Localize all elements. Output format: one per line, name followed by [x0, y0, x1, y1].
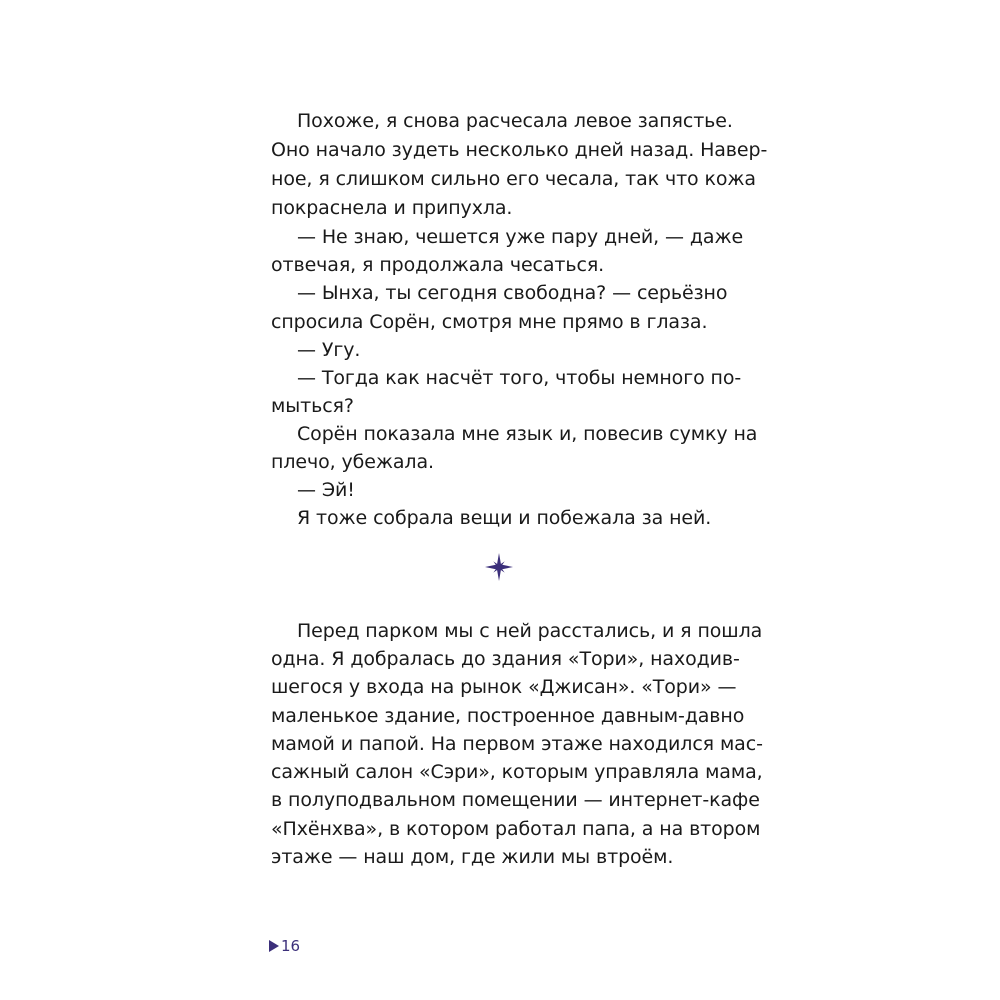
text-line: спросила Сорён, смотря мне прямо в глаза. [271, 311, 708, 333]
four-point-star-icon [485, 553, 513, 581]
text-line: Оно начало зудеть несколько дней назад. Навер- [271, 139, 768, 161]
text-line: — Ынха, ты сегодня свободна? — серьёзно [297, 282, 728, 304]
text-line: в полуподвальном помещении — интернет-кафе [271, 789, 760, 811]
text-line: Я тоже собрала вещи и побежала за ней. [297, 507, 712, 529]
text-line: сажный салон «Сэри», которым управляла мама, [271, 761, 763, 783]
text-line: маленькое здание, построенное давным-давно [271, 705, 745, 727]
text-line: отвечая, я продолжала чесаться. [271, 254, 605, 276]
text-line: плечо, убежала. [271, 451, 434, 473]
text-line: Перед парком мы с ней расстались, и я пошла [297, 620, 763, 642]
text-line: покраснела и припухла. [271, 197, 513, 219]
text-line: — Эй! [297, 479, 355, 501]
text-line: этаже — наш дом, где жили мы втроём. [271, 846, 674, 868]
text-line: Сорён показала мне язык и, повесив сумку на [297, 423, 758, 445]
text-line: — Угу. [297, 339, 361, 361]
text-line: шегося у входа на рынок «Джисан». «Тори» — [271, 676, 737, 698]
text-line: ное, я слишком сильно его чесала, так что кожа [271, 168, 756, 190]
text-line: мыться? [271, 395, 354, 417]
text-line: — Не знаю, чешется уже пару дней, — даже [297, 226, 744, 248]
text-line: Похоже, я снова расчесала левое запястье. [297, 110, 733, 132]
page-footer [269, 937, 300, 955]
text-line: одна. Я добралась до здания «Тори», находив- [271, 648, 740, 670]
page-number: 16 [281, 937, 301, 955]
triangle-right-icon [269, 940, 279, 952]
text-line: мамой и папой. На первом этаже находился мас- [271, 733, 763, 755]
text-line: — Тогда как насчёт того, чтобы немного по- [297, 367, 742, 389]
text-line: «Пхёнхва», в котором работал папа, а на втором [271, 818, 761, 840]
